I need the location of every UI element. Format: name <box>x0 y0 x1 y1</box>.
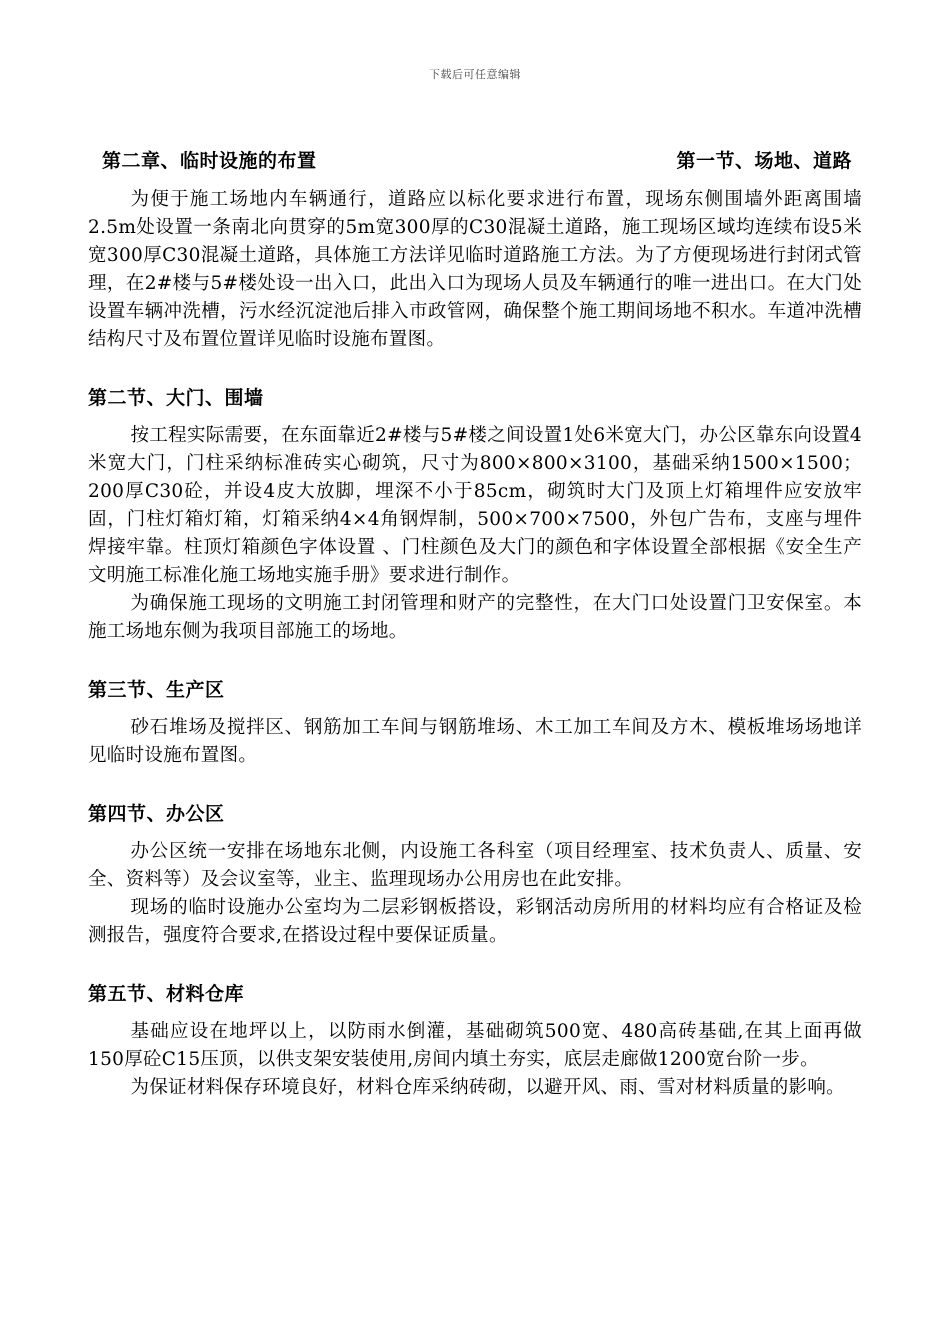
section-1-body <box>88 186 862 354</box>
section-3-paragraph-1: 砂石堆场及搅拌区、钢筋加工车间与钢筋堆场、木工加工车间及方木、模板堆场场地详见临时设施布置图。 <box>88 717 862 766</box>
section-4-paragraph-2: 现场的临时设施办公室均为二层彩钢板搭设，彩钢活动房所用的材料均应有合格证及检测报告，强度符合要求,在搭设过程中要保证质量。 <box>88 897 862 946</box>
section-5-title: 第五节、材料仓库 <box>88 983 245 1005</box>
section-4-paragraph-1: 办公区统一安排在场地东北侧，内设施工各科室（项目经理室、技术负责人、质量、安全、资料等）及会议室等，业主、监理现场办公用房也在此安排。 <box>88 841 862 890</box>
section-1-paragraph-1: 为便于施工场地内车辆通行，道路应以标化要求进行布置，现场东侧围墙外距离围墙2.5m处设置一条南北向贯穿的5m宽300厚的C30混凝土道路，施工现场区域均连续布设5米宽300厚C30混凝土道路，具体施工方法详见临时道路施工方法。为了方便现场进行封闭式管理，在2#楼与5#楼处设一出入口，此出入口为现场人员及车辆通行的唯一进出口。在大门处设置车辆冲洗槽，污水经沉淀池后排入市政管网，确保整个施工期间场地不积水。车道冲洗槽结构尺寸及布置位置详见临时设施布置图。 <box>88 189 862 350</box>
section-2-title: 第二节、大门、围墙 <box>88 387 264 409</box>
section-3-title: 第三节、生产区 <box>88 679 225 701</box>
section-5-body <box>88 1018 862 1102</box>
section-2-body <box>88 422 862 646</box>
section-4-body <box>88 838 862 950</box>
section-2-paragraph-2: 为确保施工现场的文明施工封闭管理和财产的完整性，在大门口处设置门卫安保室。本施工场地东侧为我项目部施工的场地。 <box>88 593 862 642</box>
chapter-title: 第二章、临时设施的布置 <box>102 150 317 172</box>
section-2-paragraph-1: 按工程实际需要，在东面靠近2#楼与5#楼之间设置1处6米宽大门，办公区靠东向设置4米宽大门，门柱采纳标准砖实心砌筑，尺寸为800×800×3100，基础采纳1500×1500；200厚C30砼，并设4皮大放脚，埋深不小于85cm，砌筑时大门及顶上灯箱埋件应安放牢固，门柱灯箱灯箱，灯箱采纳4×4角钢焊制，500×700×7500，外包广告布，支座与埋件焊接牢靠。柱顶灯箱颜色字体设置 、门柱颜色及大门的颜色和字体设置全部根据《安全生产文明施工标准化施工场地实施手册》要求进行制作。 <box>88 425 862 586</box>
section-3-body <box>88 714 862 770</box>
section-4-title: 第四节、办公区 <box>88 803 225 825</box>
document-body <box>88 146 862 1102</box>
section-5-paragraph-2: 为保证材料保存环境良好，材料仓库采纳砖砌，以避开风、雨、雪对材料质量的影响。 <box>130 1077 845 1098</box>
header-note: 下载后可任意编辑 <box>429 68 521 81</box>
chapter-heading-row <box>88 146 862 180</box>
section-5-paragraph-1: 基础应设在地坪以上，以防雨水倒灌，基础砌筑500宽、480高砖基础,在其上面再做150厚砼C15压顶，以供支架安装使用,房间内填土夯实，底层走廊做1200宽台阶一步。 <box>88 1021 862 1070</box>
section-1-title: 第一节、场地、道路 <box>676 150 852 172</box>
